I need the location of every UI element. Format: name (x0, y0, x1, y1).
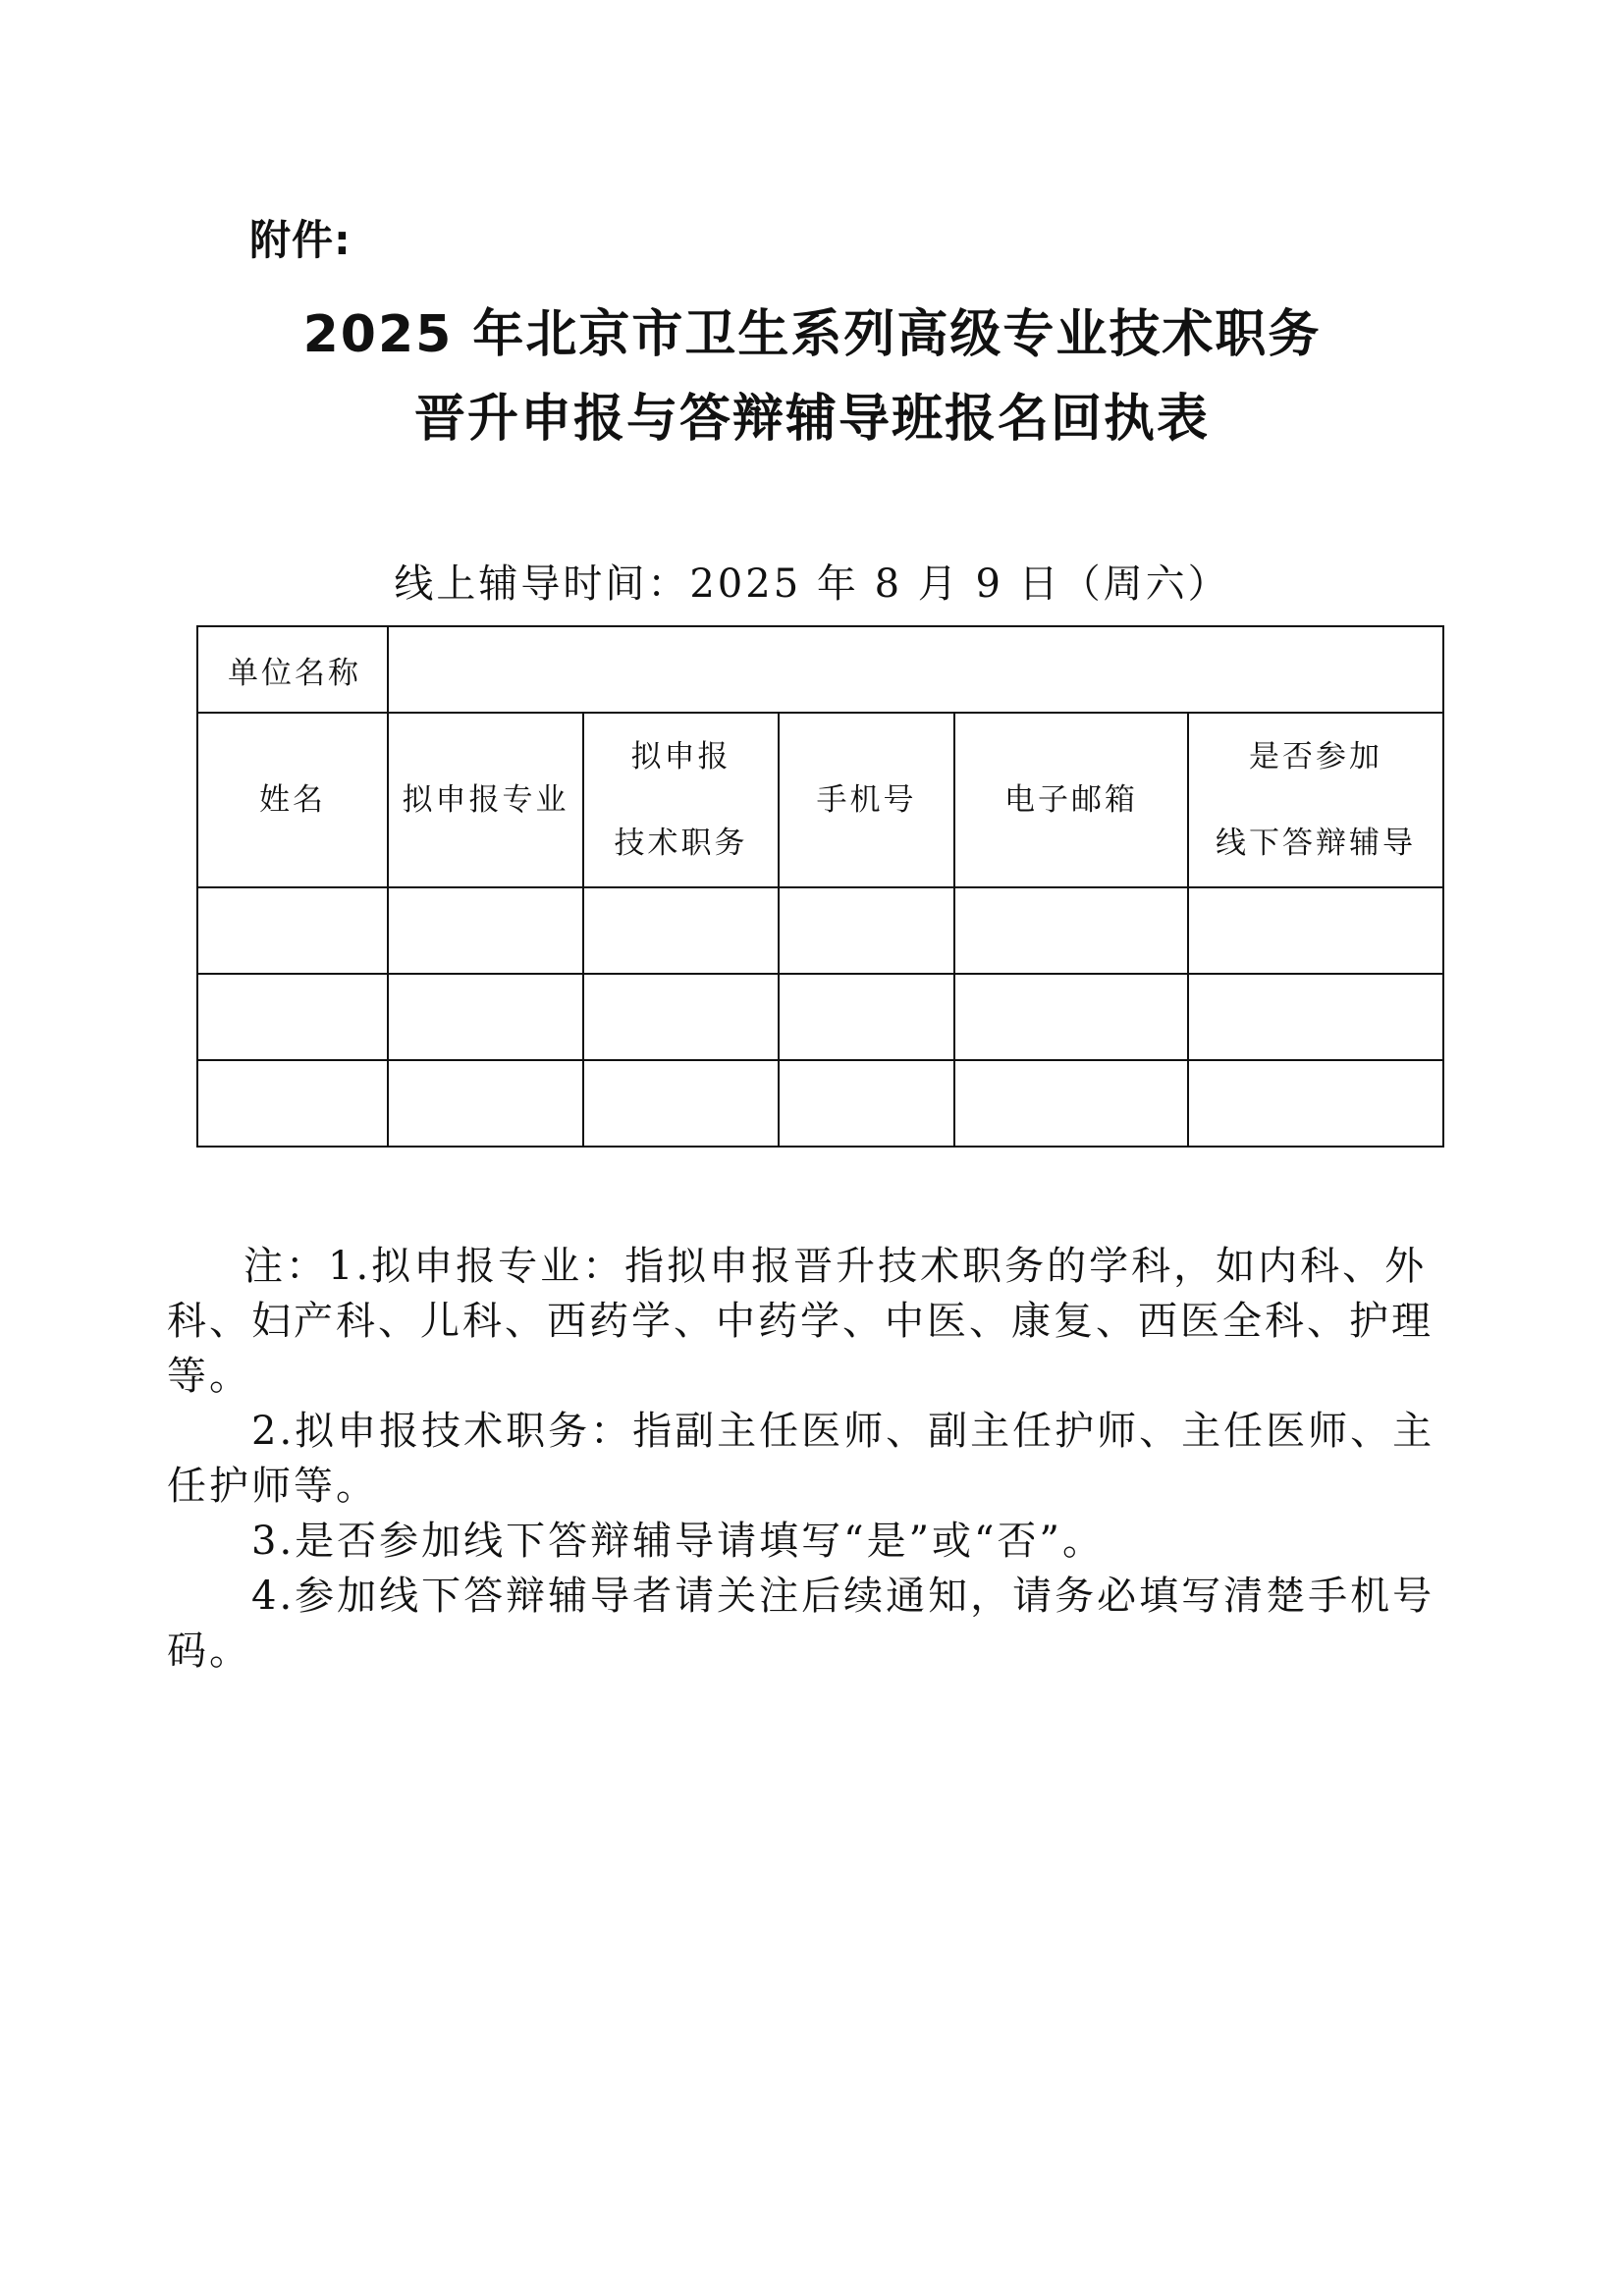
registration-table (196, 625, 1444, 1148)
cell-name[interactable] (197, 887, 388, 974)
note-4: 4.参加线下答辩辅导者请关注后续通知，请务必填写清楚手机号码。 (167, 1574, 1435, 1674)
table-row (197, 887, 1443, 974)
cell-name[interactable] (197, 974, 388, 1060)
cell-specialty[interactable] (388, 974, 583, 1060)
session-time: 线上辅导时间：2025 年 8 月 9 日（周六） (394, 561, 1230, 607)
header-specialty: 拟申报专业 (388, 713, 583, 887)
cell-offline-attend[interactable] (1188, 974, 1443, 1060)
unit-name-label: 单位名称 (197, 626, 388, 713)
table-row (197, 974, 1443, 1060)
header-row (197, 713, 1443, 887)
note-2: 2.拟申报技术职务：指副主任医师、副主任护师、主任医师、主任护师等。 (167, 1409, 1435, 1509)
cell-email[interactable] (954, 974, 1188, 1060)
cell-specialty[interactable] (388, 1060, 583, 1147)
cell-email[interactable] (954, 887, 1188, 974)
cell-offline-attend[interactable] (1188, 1060, 1443, 1147)
cell-phone[interactable] (779, 887, 954, 974)
attachment-label: 附件: (249, 216, 352, 264)
cell-offline-attend[interactable] (1188, 887, 1443, 974)
cell-position[interactable] (583, 1060, 779, 1147)
cell-phone[interactable] (779, 1060, 954, 1147)
cell-position[interactable] (583, 974, 779, 1060)
cell-name[interactable] (197, 1060, 388, 1147)
header-phone: 手机号 (779, 713, 954, 887)
form-title-line-1: 2025 年北京市卫生系列高级专业技术职务 (302, 305, 1322, 364)
cell-specialty[interactable] (388, 887, 583, 974)
header-name: 姓名 (197, 713, 388, 887)
unit-name-field[interactable] (388, 626, 1443, 713)
cell-position[interactable] (583, 887, 779, 974)
cell-email[interactable] (954, 1060, 1188, 1147)
unit-row (197, 626, 1443, 713)
table-row (197, 1060, 1443, 1147)
header-email: 电子邮箱 (954, 713, 1188, 887)
header-offline-attend: 是否参加 线下答辩辅导 (1188, 713, 1443, 887)
header-position: 拟申报 技术职务 (583, 713, 779, 887)
form-title-line-2: 晋升申报与答辩辅导班报名回执表 (413, 390, 1210, 449)
notes-section (167, 1239, 1443, 1679)
note-3: 3.是否参加线下答辩辅导请填写“是”或“否”。 (251, 1519, 1105, 1564)
note-1: 注：1.拟申报专业：指拟申报晋升技术职务的学科，如内科、外科、妇产科、儿科、西药学、中药学、中医、康复、西医全科、护理等。 (167, 1244, 1434, 1399)
cell-phone[interactable] (779, 974, 954, 1060)
